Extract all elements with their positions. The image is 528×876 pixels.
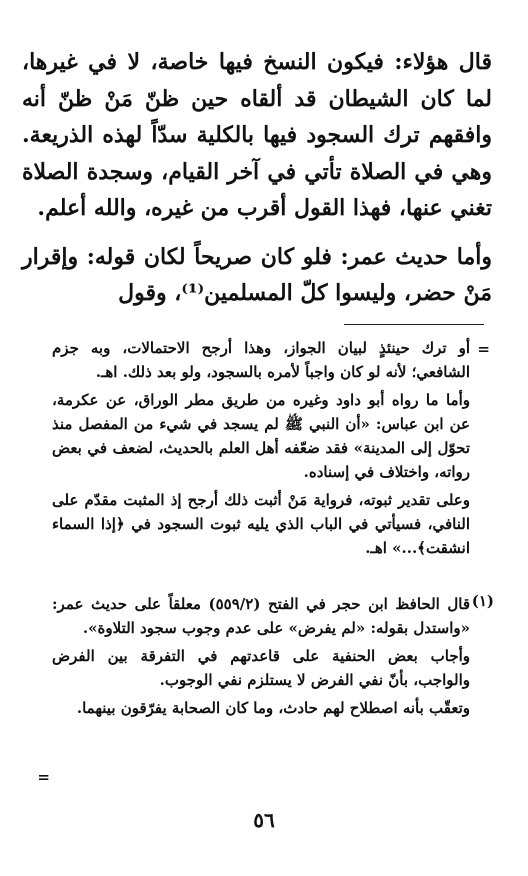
footnote-separator	[344, 324, 484, 325]
continuation-marker: =	[477, 340, 490, 358]
footnote-continuation-paragraph: وأما ما رواه أبو داود وغيره من طريق مطر الوراق، عن عكرمة، عن ابن عباس: «أن النبي ﷺ لم يسجد في شيء من المفصل منذ تحوّل إلى المدينة» فقد ضعّفه أهل العلم بالحديث، لضعف في بعض رواته، واختلاف في إسناده.	[52, 391, 470, 481]
continuation-marker-end: =	[37, 768, 50, 786]
main-text	[22, 44, 492, 312]
main-paragraph-1: قال هؤلاء: فيكون النسخ فيها خاصة، لا في غيرها، لما كان الشيطان قد ألقاه حين ظنّ مَنْ ظنّ أنه وافقهم ترك السجود فيها بالكلية سدّاً لهذه الذريعة. وهي في الصلاة تأتي في آخر القيام، وسجدة الصلاة تغني عنها، فهذا القول أقرب من غيره، والله أعلم.	[22, 49, 492, 221]
footnote-paragraph: قال الحافظ ابن حجر في الفتح (٥٥٩/٢) معلقاً على حديث عمر: «واستدل بقوله: «لم يفرض» على عدم وجوب سجود التلاوة».	[52, 595, 470, 637]
footnote-1	[52, 592, 470, 724]
page-number: ٥٦	[253, 808, 275, 832]
footnote-number: (١)	[471, 592, 494, 610]
main-paragraph-2: وأما حديث عمر: فلو كان صريحاً لكان قوله: وإقرار مَنْ حضر، وليسوا كلّ المسلمين⁽¹⁾، وقول	[22, 243, 492, 306]
footnote-paragraph: وأجاب بعض الحنفية على قاعدتهم في التفرقة بين الفرض والواجب، بأنّ نفي الفرض لا يستلزم نفي الوجوب.	[52, 647, 470, 689]
footnote-paragraph: وتعقّب بأنه اصطلاح لهم حادث، وما كان الصحابة يفرّقون بينهما.	[76, 699, 470, 717]
footnote-continuation-paragraph: وعلى تقدير ثبوته، فرواية مَنْ أثبت ذلك أرجح إذ المثبت مقدّم على النافي، فسيأتي في الباب الذي يليه ثبوت السجود في ﴿إذا السماء انشقت﴾...» اهـ.	[52, 491, 470, 557]
footnote-continuation-paragraph: أو ترك حينئذٍ لبيان الجواز، وهذا أرجح الاحتمالات، وبه جزم الشافعي؛ لأنه لو كان واجباً لأمره بالسجود، ولو بعد ذلك. اهـ.	[52, 339, 470, 381]
footnote-continuation	[52, 336, 470, 564]
